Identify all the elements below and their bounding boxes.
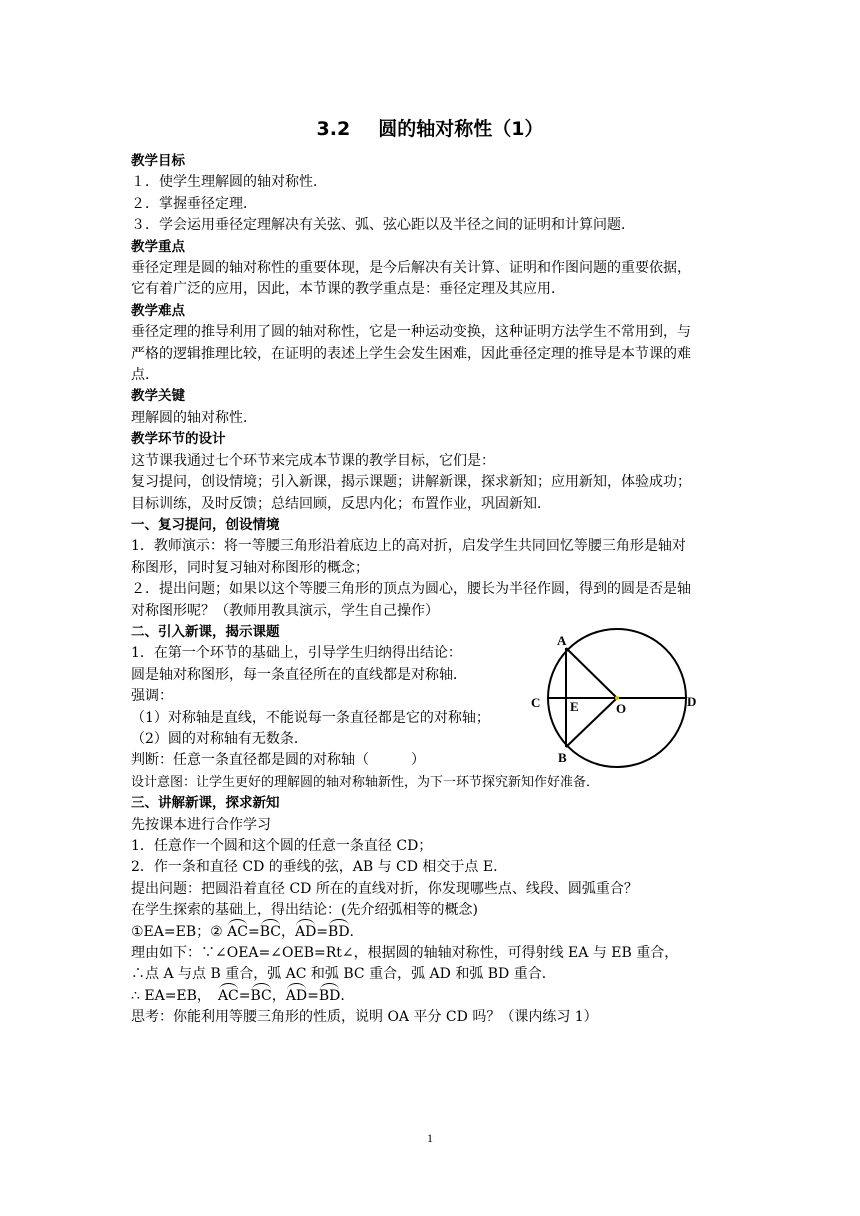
section-heading: 一、复习提问，创设情境: [131, 516, 280, 533]
think-line: 思考：你能利用等腰三角形的性质，说明 OA 平分 CD 吗？（课内练习 1）: [131, 1009, 598, 1026]
circle-diagram: [524, 625, 714, 775]
arc-ac: AC: [227, 922, 248, 943]
body-line: ２．提出问题；如果以这个等腰三角形的顶点为圆心，腰长为半径作圆，得到的圆是否是轴: [131, 581, 691, 598]
body-line: ２．掌握垂径定理．: [131, 195, 257, 212]
body-line: 2．作一条和直径 CD 的垂线的弦，AB 与 CD 相交于点 E.: [131, 859, 498, 876]
therefore-prefix: ∴ EA=EB，: [131, 987, 218, 1004]
equals-sign: =: [238, 987, 251, 1004]
section-heading: 教学难点: [131, 302, 185, 319]
arc-ad: AD: [286, 986, 307, 1007]
body-line: 先按课本进行合作学习: [131, 816, 271, 833]
period: .: [349, 923, 354, 940]
body-line: 称图形，同时复习轴对称图形的概念；: [131, 559, 369, 576]
body-lines: [131, 151, 731, 922]
body-line: 垂径定理的推导利用了圆的轴对称性，它是一种运动变换，这种证明方法学生不常用到，与: [131, 324, 691, 341]
equals-sign: =: [316, 923, 329, 940]
body-line: 在学生探索的基础上，得出结论：(先介绍弧相等的概念): [131, 902, 478, 919]
separator: ，: [280, 923, 295, 940]
document-body: [131, 151, 731, 1029]
body-line: 设计意图：让学生更好的理解圆的轴对称轴新性，为下一环节探究新知作好准备．: [131, 774, 600, 790]
body-line: 这节课我通过七个环节来完成本节课的教学目标，它们是：: [131, 452, 495, 469]
arc-bd: BD: [319, 986, 341, 1007]
section-heading: 教学环节的设计: [131, 431, 226, 448]
arc-bc: BC: [251, 986, 272, 1007]
segment-oa: [566, 648, 617, 698]
body-line: 理解圆的轴对称性．: [131, 409, 257, 426]
body-line: 严格的逻辑推理比较，在证明的表述上学生会发生困难，因此垂径定理的推导是本节课的难: [131, 345, 691, 362]
reason-line-1: 理由如下：∵∠OEA=∠OEB=Rt∠，根据圆的轴轴对称性，可得射线 EA 与 EB 重合，: [131, 945, 679, 962]
page-number: 1: [427, 1131, 433, 1145]
body-line: 圆是轴对称图形，每一条直径所在的直线都是对称轴．: [131, 666, 467, 683]
label-c: C: [531, 695, 541, 710]
body-line: （2）圆的对称轴有无数条．: [131, 730, 308, 747]
period: .: [340, 987, 345, 1004]
body-line: 强调：: [131, 688, 173, 705]
reason-line-2: ∴点 A 与点 B 重合，弧 AC 和弧 BC 重合，弧 AD 和弧 BD 重合．: [131, 966, 556, 983]
conclusion-prefix: ①EA=EB；②: [131, 923, 228, 940]
body-line: 目标训练，及时反馈；总结回顾，反思内化；布置作业，巩固新知．: [131, 495, 551, 512]
label-b: B: [558, 750, 567, 765]
body-line: 1．教师演示：将一等腰三角形沿着底边上的高对折，启发学生共同回忆等腰三角形是轴对: [131, 538, 686, 555]
body-line: 1．在第一个环节的基础上，引导学生归纳得出结论：: [131, 645, 462, 662]
body-line: （1）对称轴是直线，不能说每一条直径都是它的对称轴；: [131, 709, 490, 726]
body-line: 复习提问，创设情境；引入新课，揭示课题；讲解新课，探求新知；应用新知，体验成功；: [131, 474, 691, 491]
circle-diagram-svg: [524, 625, 714, 775]
conclusion-line: [131, 922, 731, 943]
section-heading: 二、引入新课，揭示课题: [131, 623, 280, 640]
arc-ac: AC: [218, 986, 239, 1007]
body-line: 它有着广泛的应用，因此，本节课的教学重点是：垂径定理及其应用．: [131, 281, 565, 298]
equals-sign: =: [307, 987, 319, 1004]
body-line: 提出问题：把圆沿着直径 CD 所在的直线对折，你发现哪些点、线段、圆弧重合？: [131, 880, 638, 897]
section-heading: 教学关键: [131, 388, 185, 405]
section-heading: 三、讲解新课，探求新知: [131, 795, 280, 812]
label-a: A: [557, 633, 567, 648]
center-point: [615, 696, 619, 700]
arc-ad: AD: [295, 922, 316, 943]
separator: ，: [271, 987, 286, 1004]
body-line: 判断：任意一条直径都是圆的对称轴（ ）: [131, 752, 425, 769]
therefore-line: [131, 986, 731, 1007]
label-d: D: [687, 694, 697, 709]
equals-sign: =: [247, 923, 260, 940]
page-title: [0, 114, 860, 141]
label-e: E: [570, 699, 579, 714]
section-heading: 教学目标: [131, 153, 185, 169]
body-line: １．使学生理解圆的轴对称性．: [131, 174, 327, 191]
body-line: 1．任意作一个圆和这个圆的任意一条直径 CD；: [131, 838, 433, 854]
title-number: 3.2: [316, 118, 351, 140]
label-o: O: [616, 701, 627, 716]
arc-bd: BD: [328, 922, 350, 943]
arc-bc: BC: [260, 922, 281, 943]
body-line: ３．学会运用垂径定理解决有关弦、弧、弦心距以及半径之间的证明和计算问题．: [131, 217, 635, 234]
body-line: 垂径定理是圆的轴对称性的重要体现，是今后解决有关计算、证明和作图问题的重要依据，: [131, 260, 691, 277]
body-line: 点．: [131, 367, 159, 384]
title-text: 圆的轴对称性（1）: [378, 118, 544, 140]
body-line: 对称图形呢？（教师用教具演示，学生自己操作）: [131, 602, 439, 619]
section-heading: 教学重点: [131, 238, 185, 255]
